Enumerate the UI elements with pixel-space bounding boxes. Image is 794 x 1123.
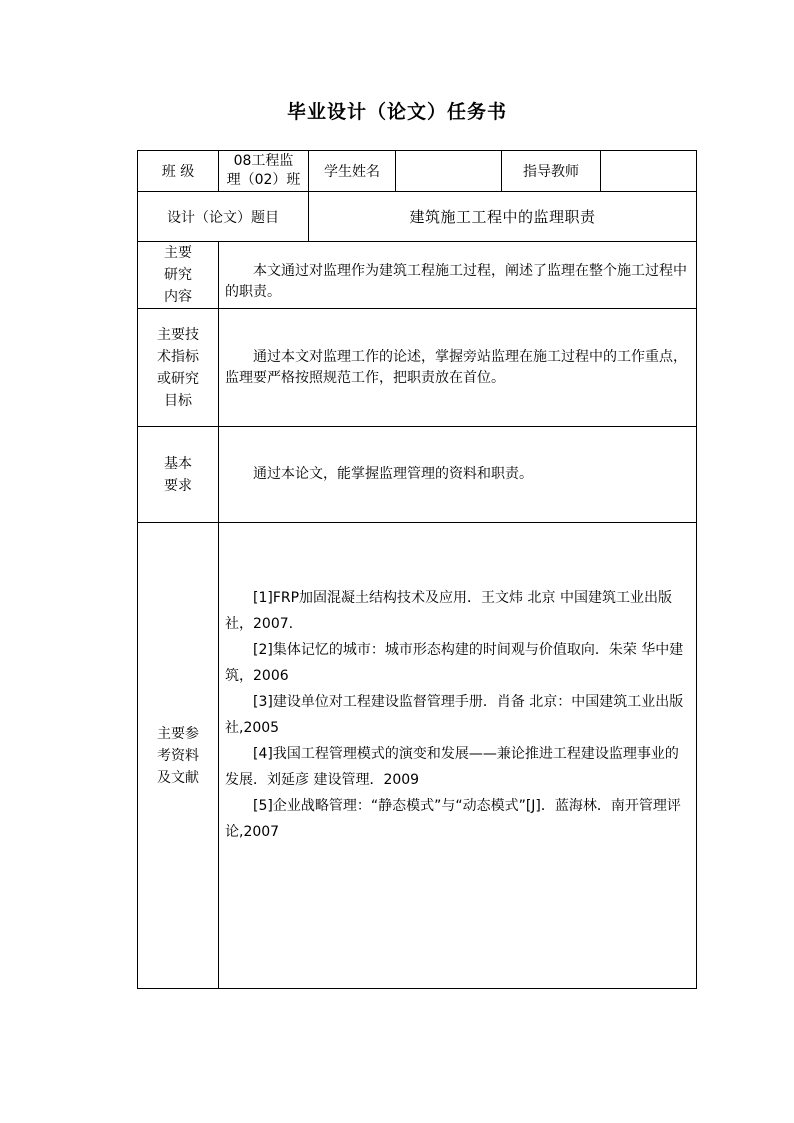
references-label-line: 考资料: [157, 747, 199, 764]
requirements-label-cell: [138, 427, 219, 523]
indicators-text: 通过本文对监理工作的论述，掌握旁站监理在施工过程中的工作重点，监理要严格按照规范工作，把职责放在首位。: [225, 348, 687, 386]
requirements-label-line: 要求: [164, 477, 192, 494]
content-text: 本文通过对监理作为建筑工程施工过程，阐述了监理在整个施工过程中的职责。: [225, 263, 687, 300]
reference-item: [3]建设单位对工程建设监督管理手册．肖备 北京：中国建筑工业出版社,2005: [225, 694, 684, 736]
document-title: 毕业设计（论文）任务书: [286, 101, 507, 123]
student-label: 学生姓名: [324, 164, 380, 180]
reference-item: [2]集体记忆的城市：城市形态构建的时间观与价值取向．朱荣 华中建筑，2006: [225, 642, 684, 684]
requirements-label-line: 基本: [164, 455, 192, 472]
requirements-text-cell: [219, 427, 697, 523]
references-label-cell: [138, 523, 219, 989]
requirements-text: 通过本论文，能掌握监理管理的资料和职责。: [253, 466, 533, 482]
content-label-cell: [138, 242, 219, 309]
reference-item: [5]企业战略管理：“静态模式”与“动态模式”[J]．蓝海林．南开管理评论,2007: [225, 798, 681, 840]
content-row: [138, 242, 697, 309]
indicators-label-cell: [138, 309, 219, 427]
topic-row: [138, 192, 697, 242]
topic-label: 设计（论文）题目: [167, 209, 279, 226]
indicators-row: [138, 309, 697, 427]
advisor-value-cell[interactable]: [601, 151, 697, 192]
references-label-line: 主要参: [157, 725, 199, 742]
indicators-label-line: 术指标: [157, 348, 199, 365]
references-cell: [219, 523, 697, 989]
topic-value: 建筑施工工程中的监理职责: [409, 208, 596, 226]
reference-item: [4]我国工程管理模式的演变和发展——兼论推进工程建设监理事业的发展．刘延彦 建设管理．2009: [225, 746, 679, 788]
indicators-label-line: 或研究: [157, 370, 199, 387]
indicators-label-line: 主要技: [157, 326, 199, 343]
header-row: [138, 151, 697, 192]
content-text-cell: [219, 242, 697, 309]
references-label-line: 及文献: [157, 769, 199, 786]
topic-value-cell: [309, 192, 697, 242]
student-value-cell[interactable]: [396, 151, 502, 192]
requirements-row: [138, 427, 697, 523]
advisor-label: 指导教师: [523, 164, 579, 180]
class-value-line2: 理（02）班: [226, 172, 301, 188]
reference-item: [1]FRP加固混凝土结构技术及应用．王文炜 北京 中国建筑工业出版社，2007.: [225, 590, 672, 632]
student-label-cell: [309, 151, 396, 192]
references-row: [138, 523, 697, 989]
content-label-line: 内容: [164, 289, 192, 305]
task-table: [137, 150, 697, 989]
topic-label-cell: [138, 192, 309, 242]
class-value-cell: [219, 151, 309, 192]
indicators-label-line: 目标: [164, 392, 192, 409]
content-label-line: 主要: [164, 245, 192, 261]
class-value-line1: 08工程监: [233, 153, 294, 169]
advisor-label-cell: [502, 151, 601, 192]
content-label-line: 研究: [164, 267, 192, 283]
class-label-cell: [138, 151, 219, 192]
class-label: 班 级: [161, 164, 195, 180]
indicators-text-cell: [219, 309, 697, 427]
